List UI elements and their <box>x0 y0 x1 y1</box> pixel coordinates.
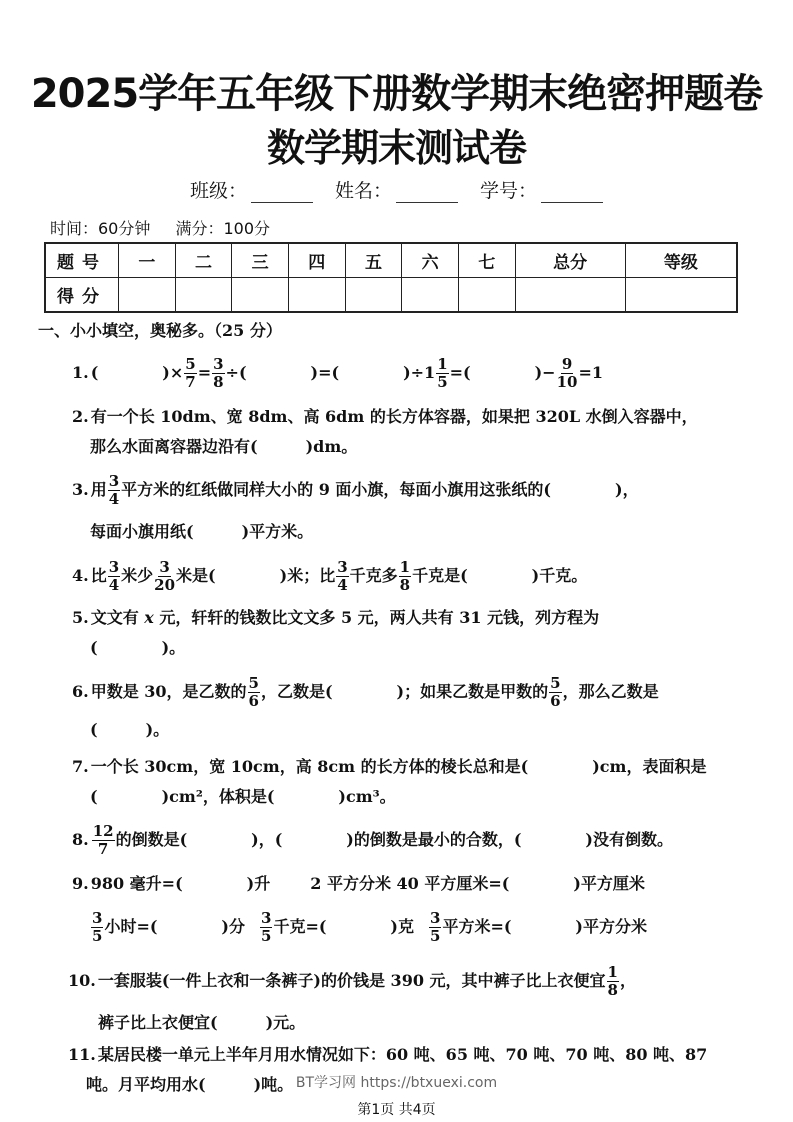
question-number: 6. <box>72 682 89 701</box>
denominator: 5 <box>92 927 103 945</box>
col-header: 等级 <box>625 243 737 278</box>
q4-text: 千克多 <box>349 566 398 585</box>
numerator: 1 <box>607 963 618 981</box>
col-header: 三 <box>232 243 289 278</box>
q9-part-e: 平方米=( )平方分米 <box>442 917 647 936</box>
numerator: 3 <box>108 472 120 490</box>
fraction <box>154 560 175 593</box>
fraction <box>108 560 120 593</box>
q7-line-1: 一个长 30cm，宽 10cm，高 8cm 的长方体的棱长总和是( )cm，表面积是 <box>90 757 707 776</box>
fraction <box>549 676 561 709</box>
q8-text: 的倒数是( )，( )的倒数是最小的合数，( )没有倒数。 <box>115 830 674 849</box>
id-label: 学号： <box>480 180 538 202</box>
col-header: 一 <box>119 243 176 278</box>
exam-title: 2025学年五年级下册数学期末绝密押题卷 <box>30 71 763 117</box>
denominator: 5 <box>430 927 441 945</box>
col-header: 四 <box>288 243 345 278</box>
denominator: 4 <box>337 576 348 594</box>
class-blank[interactable] <box>251 184 313 203</box>
question-7 <box>72 752 742 812</box>
q10-text: ， <box>619 971 636 990</box>
q9-part-a: 980 毫升=( )升 <box>90 874 271 893</box>
numerator: 1 <box>399 558 411 576</box>
score-table-score-row <box>45 278 737 313</box>
q6-text: ，那么乙数是 <box>562 682 659 701</box>
numerator: 3 <box>337 558 348 576</box>
col-header: 六 <box>402 243 459 278</box>
col-header: 总分 <box>515 243 625 278</box>
q9-part-b: 2 平方分米 40 平方厘米=( )平方厘米 <box>310 874 645 893</box>
denominator: 6 <box>550 692 561 710</box>
variable-x: x <box>144 608 154 627</box>
denominator: 5 <box>437 373 448 391</box>
q7-line-2: ( )cm²，体积是( )cm³。 <box>90 787 396 806</box>
q3-text: 用 <box>90 480 107 499</box>
denominator: 7 <box>97 840 109 858</box>
q1-text: ( )× <box>90 363 184 382</box>
q2-line-1: 有一个长 10dm、宽 8dm、高 6dm 的长方体容器，如果把 320L 水倒入容器中， <box>90 407 698 426</box>
fraction <box>436 357 448 390</box>
question-number: 11. <box>68 1045 96 1064</box>
fraction <box>260 911 272 944</box>
question-4 <box>72 560 742 593</box>
q11-line-2: 吨。月平均用水( )吨。 <box>86 1075 294 1094</box>
col-header: 五 <box>345 243 402 278</box>
q5-line-2: ( )。 <box>90 638 186 657</box>
fraction <box>108 474 120 507</box>
numerator: 3 <box>159 558 170 576</box>
q6-text: 甲数是 30，是乙数的 <box>90 682 247 701</box>
score-cell[interactable] <box>232 278 289 313</box>
name-label: 姓名： <box>335 180 393 202</box>
denominator: 7 <box>185 373 196 391</box>
question-number: 9. <box>72 874 89 893</box>
question-3 <box>72 474 742 547</box>
id-field <box>480 176 603 203</box>
question-5 <box>72 603 742 663</box>
page-number: 第1页 共4页 <box>357 1102 436 1118</box>
question-number: 1. <box>72 363 89 382</box>
exam-meta <box>50 216 270 239</box>
q1-text: =1 <box>578 363 604 382</box>
denominator: 8 <box>399 576 411 594</box>
fraction <box>607 965 619 998</box>
numerator: 3 <box>92 909 103 927</box>
q4-text: 米是( )米；比 <box>176 566 336 585</box>
question-1 <box>72 357 742 390</box>
numerator: 3 <box>213 355 224 373</box>
watermark: BT学习网 https://btxuexi.com <box>295 1075 498 1091</box>
question-number: 8. <box>72 830 89 849</box>
q6-line-2: ( )。 <box>90 720 170 739</box>
q1-text: = <box>197 363 212 382</box>
numerator: 1 <box>437 355 448 373</box>
score-cell[interactable] <box>625 278 737 313</box>
q1-text: ÷( )=( )÷1 <box>225 363 436 382</box>
class-label: 班级： <box>190 180 248 202</box>
fraction <box>91 911 103 944</box>
denominator: 8 <box>607 981 618 999</box>
score-cell[interactable] <box>119 278 176 313</box>
fraction <box>336 560 348 593</box>
fraction <box>399 560 411 593</box>
question-number: 4. <box>72 566 89 585</box>
denominator: 20 <box>154 576 176 594</box>
q9-part-d: 千克=( )克 <box>273 917 414 936</box>
denominator: 8 <box>213 373 224 391</box>
numerator: 5 <box>550 674 561 692</box>
question-number: 10. <box>68 971 96 990</box>
score-table <box>44 242 738 313</box>
fraction <box>184 357 196 390</box>
name-field <box>335 176 458 203</box>
q1-text: =( )− <box>449 363 556 382</box>
question-8 <box>72 824 742 857</box>
question-number: 3. <box>72 480 89 499</box>
fraction <box>248 676 260 709</box>
fraction <box>429 911 441 944</box>
denominator: 4 <box>108 576 120 594</box>
score-cell[interactable] <box>288 278 345 313</box>
q10-line-2: 裤子比上衣便宜( )元。 <box>98 1013 306 1032</box>
q3-text: 平方米的红纸做同样大小的 9 面小旗，每面小旗用这张纸的( )， <box>121 480 639 499</box>
numerator: 5 <box>248 674 259 692</box>
score-cell[interactable] <box>345 278 402 313</box>
denominator: 10 <box>556 373 578 391</box>
numerator: 9 <box>561 355 573 373</box>
q5-text: 文文有 <box>90 608 145 627</box>
q6-text: ，乙数是( )；如果乙数是甲数的 <box>260 682 549 701</box>
score-cell[interactable] <box>402 278 459 313</box>
col-header: 二 <box>175 243 232 278</box>
numerator: 3 <box>430 909 441 927</box>
q10-text: 一套服装(一件上衣和一条裤子)的价钱是 390 元，其中裤子比上衣便宜 <box>97 971 606 990</box>
question-2 <box>72 402 742 462</box>
numerator: 12 <box>92 822 114 840</box>
fraction <box>212 357 224 390</box>
class-field <box>190 176 313 203</box>
question-number: 2. <box>72 407 89 426</box>
numerator: 3 <box>261 909 272 927</box>
fraction <box>92 824 115 857</box>
q4-text: 千克是( )千克。 <box>412 566 588 585</box>
denominator: 5 <box>261 927 272 945</box>
q5-text: 元，轩轩的钱数比文文多 5 元，两人共有 31 元钱，列方程为 <box>153 608 600 627</box>
exam-time: 时间：60分钟 <box>50 219 151 238</box>
numerator: 3 <box>108 558 120 576</box>
question-number: 7. <box>72 757 89 776</box>
student-info-row <box>190 176 650 203</box>
exam-subtitle: 数学期末测试卷 <box>266 126 526 170</box>
fraction <box>557 357 578 390</box>
denominator: 6 <box>248 692 259 710</box>
question-6 <box>72 676 742 745</box>
row-header-question: 题号 <box>45 243 119 278</box>
score-table-header-row <box>45 243 737 278</box>
score-cell[interactable] <box>515 278 625 313</box>
q11-line-1: 某居民楼一单元上半年月用水情况如下：60 吨、65 吨、70 吨、70 吨、80 吨、87 <box>97 1045 708 1064</box>
question-number: 5. <box>72 608 89 627</box>
exam-full-score: 满分：100分 <box>175 219 271 238</box>
q2-line-2: 那么水面离容器边沿有( )dm。 <box>90 437 358 456</box>
question-10 <box>68 963 742 1038</box>
score-cell[interactable] <box>458 278 515 313</box>
q4-text: 比 <box>90 566 107 585</box>
denominator: 4 <box>108 490 120 508</box>
section-1-heading: 一、小小填空，奥秘多。（25 分） <box>38 321 282 340</box>
q9-part-c: 小时=( )分 <box>104 917 245 936</box>
question-9 <box>72 869 742 944</box>
q3-line-2: 每面小旗用纸( )平方米。 <box>90 522 314 541</box>
col-header: 七 <box>458 243 515 278</box>
numerator: 5 <box>185 355 196 373</box>
id-blank[interactable] <box>541 184 603 203</box>
name-blank[interactable] <box>396 184 458 203</box>
score-cell[interactable] <box>175 278 232 313</box>
q4-text: 米少 <box>121 566 154 585</box>
row-header-score: 得分 <box>45 278 119 313</box>
